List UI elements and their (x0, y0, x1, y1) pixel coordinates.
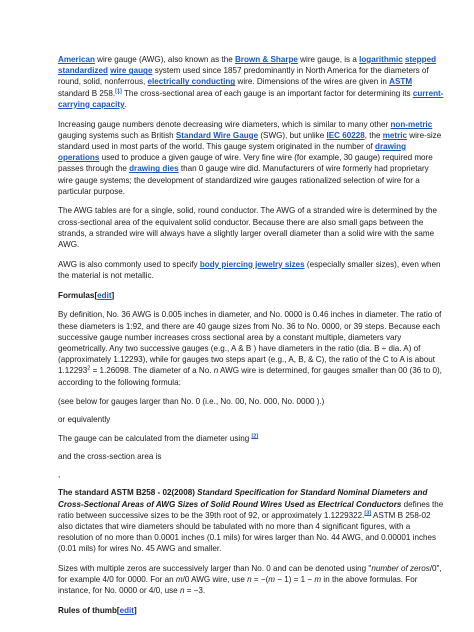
edit-link-formulas[interactable]: edit (97, 290, 112, 300)
link-iec-60228[interactable]: IEC 60228 (326, 130, 365, 140)
paragraph-gauge-numbers: Increasing gauge numbers denote decreasing wire diameters, which is similar to many other non-metric gauging systems such as British Standard Wire Gauge (SWG), but unlike IEC 60228, the metric wire-size standard used in most parts of the world. This gauge system originated in the number of drawing operations used to produce a given gauge of wire. Very fine wire (for example, 30 gauge) required more passes through the drawing dies than 0 gauge wire did. Manufacturers of wire formerly had proprietary wire gauge systems; the development of standardized wire gauges rationalized selection of wire for a particular purpose. (58, 119, 442, 196)
link-stepped[interactable]: stepped (404, 55, 437, 64)
paragraph-intro: American wire gauge (AWG), also known as the Brown & Sharpe wire gauge, is a logarithmic stepped standardized wire gauge system used since 1857 predominantly in North America for the diameters of round, solid, nonferrous, electrically conducting wire. Dimensions of the wires are given in ASTM standard B 258.[1] The cross-sectional area of each gauge is an important factor for determining its current-carrying capacity. (58, 55, 444, 109)
paragraph-definition: By definition, No. 36 AWG is 0.005 inches in diameter, and No. 0000 is 0.46 inches in diameter. The ratio of these diameters is 1:92, and there are 40 gauge sizes from No. 36 to No. 0000, or 39 steps. Because each successive gauge number increases cross sectional area by a constant multiple, diameters vary geometrically. Any two successive gauges (e.g., A & B ) have diameters in the ratio (dia. B ÷ dia. A) of (approximately 1.12293), while for gauges two steps apart (e.g., A, B, & C), the ratio of the C to A is about $1.12293^2 = 1.26098$. The diameter of a No. n AWG wire is determined, for gauges smaller than 00 (36 to 0), according to the following formula: (58, 310, 442, 387)
paragraph-see-below: (see below for gauges larger than No. 0 (i.e., No. 00, No. 000, No. 0000 ).) (58, 397, 325, 407)
link-drawing-dies[interactable]: drawing dies (129, 164, 179, 174)
link-american[interactable]: American (58, 55, 95, 64)
paragraph-or-equivalently: or equivalently (58, 415, 111, 425)
paragraph-multiple-zeros: Sizes with multiple zeros are successively larger than No. 0 and can be denoted using "number of zeros/0", for example 4/0 for 0000. For an m/0 AWG wire, use n = −(m − 1) = 1 − m in the above formulas. For instance, for No. 0000 or 4/0, use n = −3. (58, 564, 442, 596)
link-brown-sharpe[interactable]: Brown & Sharpe (234, 55, 298, 64)
paragraph-awg-tables: The AWG tables are for a single, solid, round conductor. The AWG of a stranded wire is determined by the cross-sectional area of the equivalent solid conductor. Because there are also small gaps between the strands, a stranded wire will always have a slightly larger overall diameter than a solid wire with the same AWG. (58, 206, 437, 250)
link-body-piercing-jewelry[interactable]: body piercing jewelry sizes (199, 259, 305, 269)
link-current-carrying-capacity[interactable]: current-carrying capacity (58, 88, 444, 109)
link-standard-wire-gauge[interactable]: Standard Wire Gauge (175, 130, 259, 140)
link-drawing-operations[interactable]: drawing operations (58, 141, 407, 163)
paragraph-cross-section: and the cross-section area is (58, 451, 162, 461)
paragraph-astm-standard: The standard ASTM B258 - 02(2008) Standard Specification for Standard Nominal Diameters and Cross-Sectional Areas of AWG Sizes of Solid Round Wires Used as Electrical Conductors defines the ratio between successive sizes to be the 39th root of 92, or approximately 1.1229322.[3] ASTM B 258-02 also dictates that wire diameters should be tabulated with no more than 4 significant figures, with a resolution of no more than 0.0001 inches (0.1 mils) for wires larger than No. 44 AWG, and 0.00001 inches (0.01 mils) for wires No. 45 AWG and smaller. (58, 488, 444, 554)
footnote-ref-1[interactable]: [1] (115, 87, 122, 94)
paragraph-body-piercing: AWG is also commonly used to specify body piercing jewelry sizes (especially smaller sizes), even when the material is not metallic. (58, 259, 441, 280)
link-logarithmic[interactable]: logarithmic (359, 55, 403, 64)
link-electrically-conducting[interactable]: electrically conducting (147, 77, 236, 87)
edit-link-rules-of-thumb[interactable]: edit (119, 606, 134, 616)
heading-rules-of-thumb: Rules of thumb[edit] (58, 606, 137, 616)
footnote-ref-3[interactable]: [3] (364, 510, 372, 517)
footnote-ref-2[interactable]: [2] (251, 433, 259, 439)
link-wire-gauge[interactable]: wire gauge (110, 66, 153, 76)
paragraph-gauge-from-diameter: The gauge can be calculated from the diameter using [2] (58, 433, 259, 443)
link-metric[interactable]: metric (382, 130, 408, 140)
link-astm[interactable]: ASTM (389, 77, 413, 87)
link-non-metric[interactable]: non-metric (390, 119, 433, 129)
paragraph-comma: , (58, 470, 61, 480)
link-standardized[interactable]: standardized (58, 66, 108, 76)
heading-formulas: Formulas[edit] (58, 290, 115, 300)
